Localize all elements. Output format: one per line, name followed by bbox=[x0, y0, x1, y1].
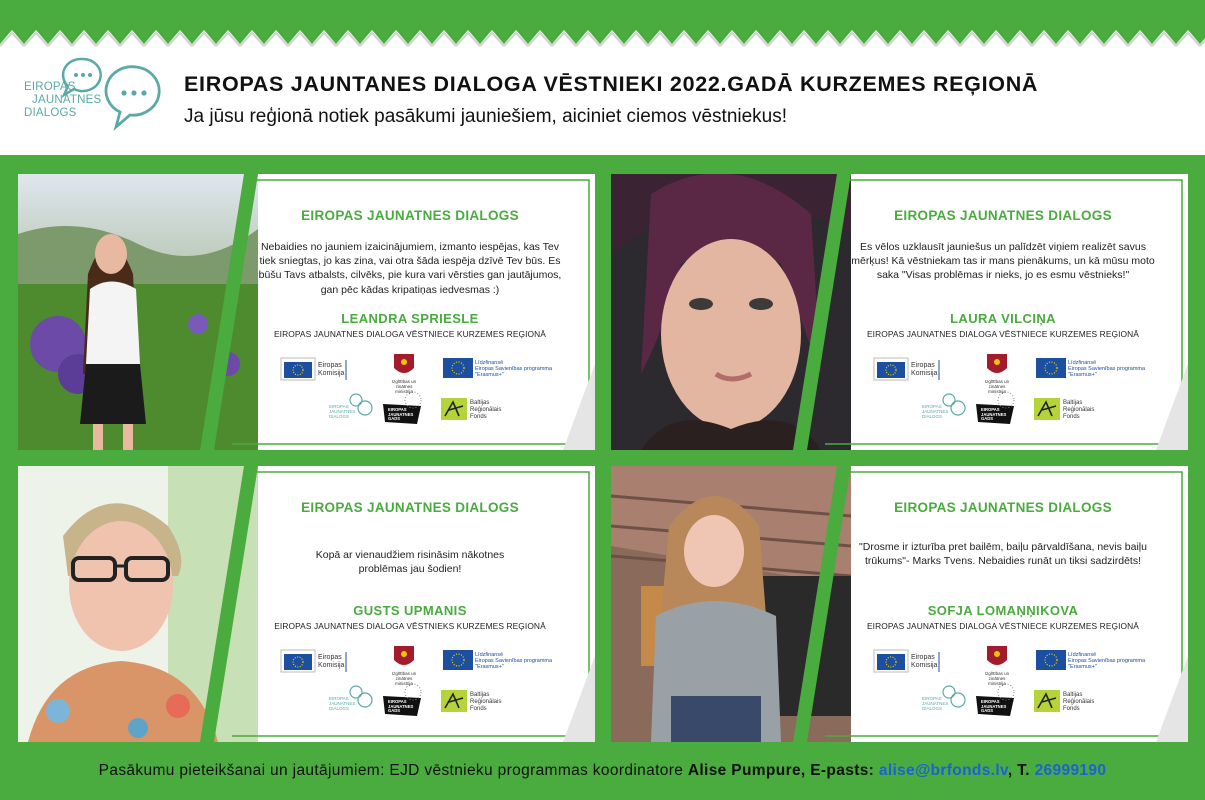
ambassador-role: EIROPAS JAUNATNES DIALOGA VĒSTNIECE KURZEMES REĢIONĀ bbox=[273, 329, 546, 339]
ek-logo-text: Eiropas Komisija bbox=[318, 654, 345, 669]
ek-logo-text: Eiropas Komisija bbox=[911, 362, 938, 377]
ambassador-name: LAURA VILCIŅA bbox=[950, 311, 1056, 326]
ambassador-name: GUSTS UPMANIS bbox=[353, 603, 467, 618]
phone-number[interactable]: 26999190 bbox=[1034, 762, 1107, 779]
erasmus-logo-text: Līdzfinansē Eiropas Savienības programma "Erasmus+" bbox=[475, 652, 553, 670]
footer-text: Pasākumu pieteikšanai un jautājumiem: EJD vēstnieku programmas koordinatore bbox=[98, 762, 688, 779]
logo-line-2: JAUNATNES bbox=[32, 94, 102, 106]
izm-logo-text: Izglītības un zinātnes ministrija bbox=[391, 379, 417, 394]
brf-logo-text: Baltijas Reģionālais Fonds bbox=[470, 400, 502, 420]
ejd-mini-logo-text: EIROPAS JAUNATNES DIALOGS bbox=[922, 696, 949, 711]
erasmus-logo-text: Līdzfinansē Eiropas Savienības programma "Erasmus+" bbox=[1068, 652, 1146, 670]
ambassador-card bbox=[611, 466, 1188, 742]
youth-year-logo-text: EIROPAS JAUNATNES GADS bbox=[981, 407, 1007, 422]
top-zigzag-border bbox=[0, 0, 1205, 52]
ejd-mini-logo-text: EIROPAS JAUNATNES DIALOGS bbox=[329, 696, 356, 711]
card-title: EIROPAS JAUNATNES DIALOGS bbox=[894, 208, 1112, 223]
logo-line-1: EIROPAS bbox=[24, 81, 76, 93]
partner-logos bbox=[261, 644, 561, 734]
card-quote: Nebaidies no jauniem izaicinājumiem, izmanto iespējas, kas Tev tiek sniegtas, jo kas zina, vai otra šāda iespēja dzīvē Tev būs. Es būšu Tavs atbalsts, cilvēks, pie kura vari vērsties gan jautājumos, gan pēc kādas kripatiņas iedvesmas :) bbox=[258, 241, 562, 296]
ambassador-name: SOFJA LOMAŅŅIKOVA bbox=[927, 603, 1079, 618]
partner-logos bbox=[261, 352, 561, 442]
card-quote: Kopā ar vienaudžiem risināsim nākotnes problēmas jau šodien! bbox=[315, 549, 505, 576]
partner-logos bbox=[854, 644, 1154, 734]
partner-logos bbox=[854, 352, 1154, 442]
ambassador-role: EIROPAS JAUNATNES DIALOGA VĒSTNIECE KURZEMES REĢIONĀ bbox=[866, 329, 1139, 339]
card-quote: "Drosme ir izturība pret bailēm, baiļu pārvaldīšana, nevis baiļu trūkums"- Marks Tvens. Nebaidies runāt un tiksi sadzirdēts! bbox=[859, 541, 1147, 568]
brf-logo-text: Baltijas Reģionālais Fonds bbox=[1063, 692, 1095, 712]
youth-year-logo-text: EIROPAS JAUNATNES GADS bbox=[388, 699, 414, 714]
ek-logo-text: Eiropas Komisija bbox=[911, 654, 938, 669]
youth-year-logo-text: EIROPAS JAUNATNES GADS bbox=[388, 407, 414, 422]
card-title: EIROPAS JAUNATNES DIALOGS bbox=[301, 208, 519, 223]
contact-footer bbox=[0, 762, 1205, 780]
ambassador-card bbox=[611, 174, 1188, 450]
email-link[interactable]: alise@brfonds.lv bbox=[878, 762, 1008, 779]
page-subtitle: Ja jūsu reģionā notiek pasākumi jauniešiem, aiciniet ciemos vēstniekus! bbox=[184, 106, 788, 127]
erasmus-logo-text: Līdzfinansē Eiropas Savienības programma "Erasmus+" bbox=[1068, 360, 1146, 378]
logo-line-3: DIALOGS bbox=[24, 107, 77, 119]
ambassador-role: EIROPAS JAUNATNES DIALOGA VĒSTNIEKS KURZEMES REĢIONĀ bbox=[274, 621, 546, 631]
card-title: EIROPAS JAUNATNES DIALOGS bbox=[301, 500, 519, 515]
izm-logo-text: Izglītības un zinātnes ministrija bbox=[391, 671, 417, 686]
card-title: EIROPAS JAUNATNES DIALOGS bbox=[894, 500, 1112, 515]
coordinator-name: Alise Pumpure, E-pasts: bbox=[687, 762, 879, 779]
youth-year-logo-text: EIROPAS JAUNATNES GADS bbox=[981, 699, 1007, 714]
erasmus-logo-text: Līdzfinansē Eiropas Savienības programma "Erasmus+" bbox=[475, 360, 553, 378]
page-title: EIROPAS JAUNTANES DIALOGA VĒSTNIEKI 2022.GADĀ KURZEMES REĢIONĀ bbox=[184, 72, 1039, 96]
footer-separator: , T. bbox=[1007, 762, 1035, 779]
ek-logo-text: Eiropas Komisija bbox=[318, 362, 345, 377]
ejd-logo bbox=[20, 55, 170, 140]
ambassador-role: EIROPAS JAUNATNES DIALOGA VĒSTNIECE KURZEMES REĢIONĀ bbox=[866, 621, 1139, 631]
ambassador-card bbox=[18, 466, 595, 742]
card-quote: Es vēlos uzklausīt jauniešus un palīdzēt viņiem realizēt savus mērķus! Kā vēstniekam tas ir mans pienākums, un kā mūsu moto saka "Visas problēmas ir nieks, jo es esmu vēstnieks!" bbox=[851, 241, 1155, 282]
izm-logo-text: Izglītības un zinātnes ministrija bbox=[984, 379, 1010, 394]
ambassador-card bbox=[18, 174, 595, 450]
izm-logo-text: Izglītības un zinātnes ministrija bbox=[984, 671, 1010, 686]
brf-logo-text: Baltijas Reģionālais Fonds bbox=[1063, 400, 1095, 420]
ejd-mini-logo-text: EIROPAS JAUNATNES DIALOGS bbox=[329, 404, 356, 419]
ejd-mini-logo-text: EIROPAS JAUNATNES DIALOGS bbox=[922, 404, 949, 419]
ambassador-name: LEANDRA SPRIESLE bbox=[341, 311, 479, 326]
brf-logo-text: Baltijas Reģionālais Fonds bbox=[470, 692, 502, 712]
